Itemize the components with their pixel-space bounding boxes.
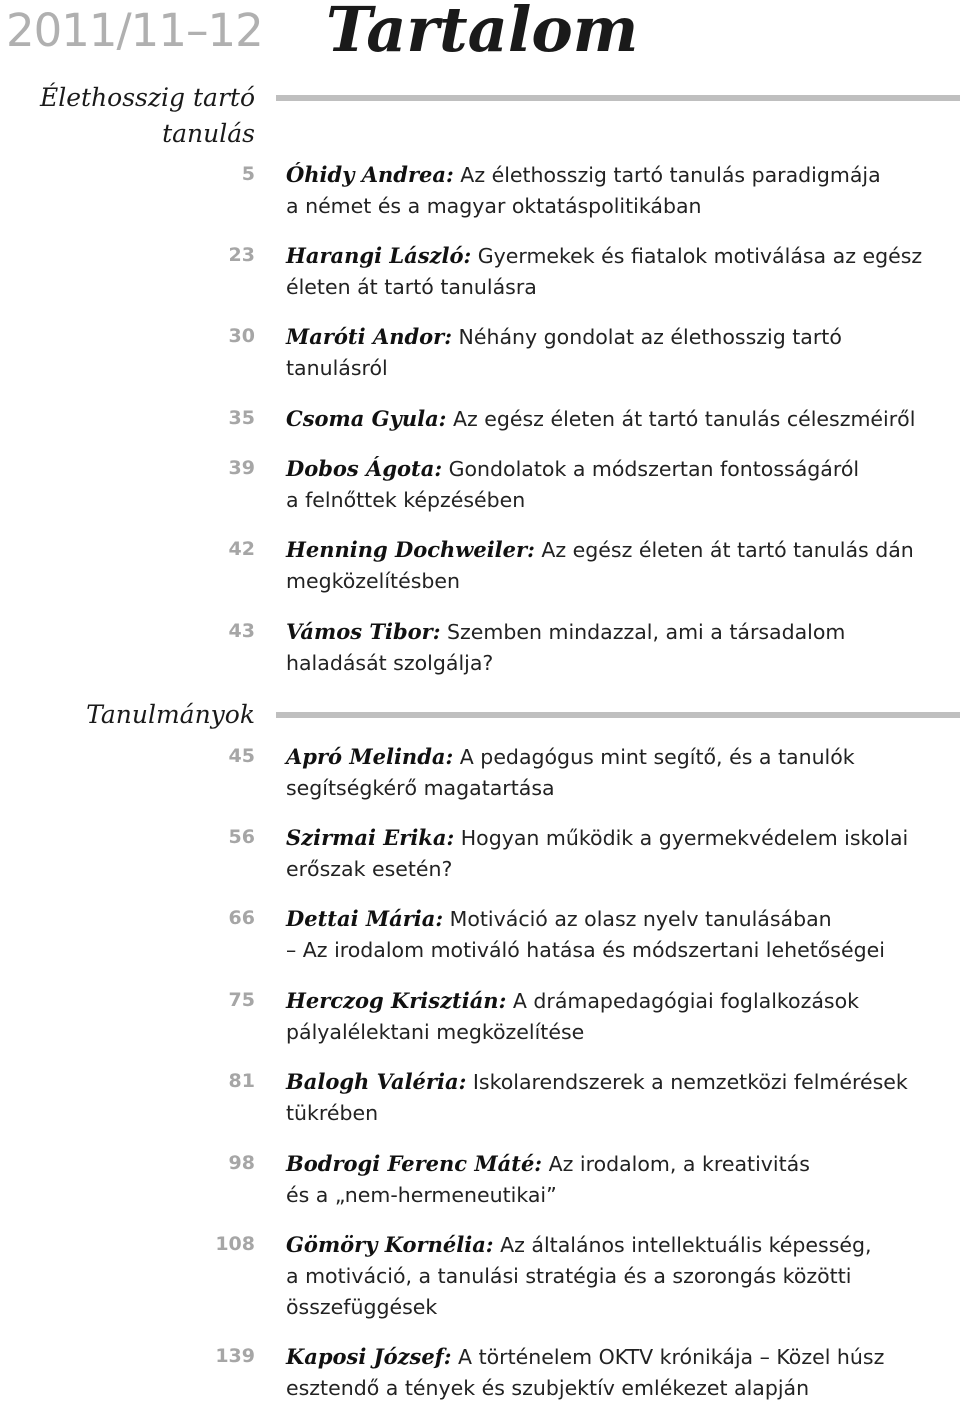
- entry-title-line: tükrében: [286, 1101, 379, 1125]
- entry-title-line: Motiváció az olasz nyelv tanulásában: [449, 907, 832, 931]
- entry-text: [286, 321, 958, 384]
- entry-title-line: Az élethosszig tartó tanulás paradigmája: [460, 163, 881, 187]
- entry-text: [286, 985, 958, 1048]
- entry-author: Maróti Andor:: [286, 324, 452, 349]
- entry-title-line: Az egész életen át tartó tanulás dán: [541, 538, 914, 562]
- entry-text: [286, 822, 958, 885]
- page-number: 66: [228, 907, 255, 929]
- entry-author: Bodrogi Ferenc Máté:: [286, 1151, 543, 1176]
- issue-number: 2011/11–12: [6, 4, 263, 57]
- entry-text: [286, 453, 958, 516]
- entry-title-line: megközelítésben: [286, 569, 460, 593]
- entry-title-line: A pedagógus mint segítő, és a tanulók: [459, 745, 855, 769]
- entry-author: Dobos Ágota:: [286, 456, 443, 481]
- page-number: 5: [241, 163, 255, 185]
- entry-title-line: a felnőttek képzésében: [286, 488, 526, 512]
- page-number: 81: [228, 1070, 255, 1092]
- entry-author: Csoma Gyula:: [286, 406, 447, 431]
- entry-text: [286, 903, 958, 966]
- page-number: 98: [228, 1152, 255, 1174]
- entry-title-line: Hogyan működik a gyermekvédelem iskolai: [460, 826, 909, 850]
- entry-title-line: a német és a magyar oktatáspolitikában: [286, 194, 702, 218]
- entry-author: Dettai Mária:: [286, 906, 444, 931]
- section-title-studies: [86, 697, 255, 733]
- page-number: 35: [228, 407, 255, 429]
- entry-title-line: pályalélektani megközelítése: [286, 1020, 585, 1044]
- entry-author: Kaposi József:: [286, 1344, 452, 1369]
- entry-title-line: és a „nem-hermeneutikai”: [286, 1183, 557, 1207]
- entry-title-line: a motiváció, a tanulási stratégia és a szorongás közötti: [286, 1264, 852, 1288]
- entry-title-line: Az irodalom, a kreativitás: [548, 1152, 810, 1176]
- section-divider: [276, 712, 960, 718]
- entry-title-line: – Az irodalom motiváló hatása és módszertani lehetőségei: [286, 938, 885, 962]
- page-number: 75: [228, 989, 255, 1011]
- entry-text: [286, 159, 958, 222]
- entry-title-line: Az egész életen át tartó tanulás céleszméiről: [452, 407, 916, 431]
- entry-text: [286, 534, 958, 597]
- entry-title-line: Néhány gondolat az élethosszig tartó: [458, 325, 842, 349]
- entry-title-line: haladását szolgálja?: [286, 651, 494, 675]
- entry-author: Herczog Krisztián:: [286, 988, 507, 1013]
- entry-title-line: esztendő a tények és szubjektív emlékezet alapján: [286, 1376, 810, 1400]
- entry-author: Vámos Tibor:: [286, 619, 441, 644]
- entry-text: [286, 741, 958, 804]
- page-number: 139: [215, 1345, 255, 1367]
- section-divider: [276, 95, 960, 101]
- entry-author: Óhidy Andrea:: [286, 162, 454, 187]
- page-number: 56: [228, 826, 255, 848]
- entry-author: Henning Dochweiler:: [286, 537, 535, 562]
- page-title: Tartalom: [326, 0, 639, 66]
- page-number: 43: [228, 620, 255, 642]
- entry-author: Apró Melinda:: [286, 744, 454, 769]
- entry-title-line: Iskolarendszerek a nemzetközi felmérések: [472, 1070, 908, 1094]
- entry-author: Szirmai Erika:: [286, 825, 455, 850]
- page-number: 30: [228, 325, 255, 347]
- entry-text: [286, 240, 958, 303]
- section-title-line: tanulás: [162, 119, 255, 148]
- page-number: 45: [228, 745, 255, 767]
- section-title-line: Tanulmányok: [86, 700, 255, 729]
- entry-title-line: erőszak esetén?: [286, 857, 453, 881]
- entry-author: Gömöry Kornélia:: [286, 1232, 494, 1257]
- entry-title-line: Szemben mindazzal, ami a társadalom: [446, 620, 846, 644]
- page-number: 42: [228, 538, 255, 560]
- entry-text: [286, 1229, 958, 1323]
- entry-text: [286, 616, 958, 679]
- entry-title-line: A drámapedagógiai foglalkozások: [512, 989, 859, 1013]
- page-number: 108: [215, 1233, 255, 1255]
- entry-title-line: A történelem OKTV krónikája – Közel húsz: [458, 1345, 885, 1369]
- entry-title-line: segítségkérő magatartása: [286, 776, 555, 800]
- page-number: 39: [228, 457, 255, 479]
- section-title-line: Élethosszig tartó: [39, 83, 255, 112]
- entry-title-line: összefüggések: [286, 1295, 438, 1319]
- entry-text: [286, 1341, 958, 1404]
- entry-title-line: életen át tartó tanulásra: [286, 275, 537, 299]
- entry-title-line: Gyermekek és fiatalok motiválása az egész: [477, 244, 923, 268]
- entry-author: Balogh Valéria:: [286, 1069, 467, 1094]
- entry-text: [286, 1148, 958, 1211]
- entry-text: [286, 1066, 958, 1129]
- entry-text: [286, 403, 958, 435]
- entry-title-line: Az általános intellektuális képesség,: [500, 1233, 872, 1257]
- entry-title-line: tanulásról: [286, 356, 388, 380]
- page-header: [0, 0, 960, 70]
- entry-title-line: Gondolatok a módszertan fontosságáról: [448, 457, 860, 481]
- page-number: 23: [228, 244, 255, 266]
- entry-author: Harangi László:: [286, 243, 472, 268]
- section-title-lifelong-learning: [40, 80, 255, 152]
